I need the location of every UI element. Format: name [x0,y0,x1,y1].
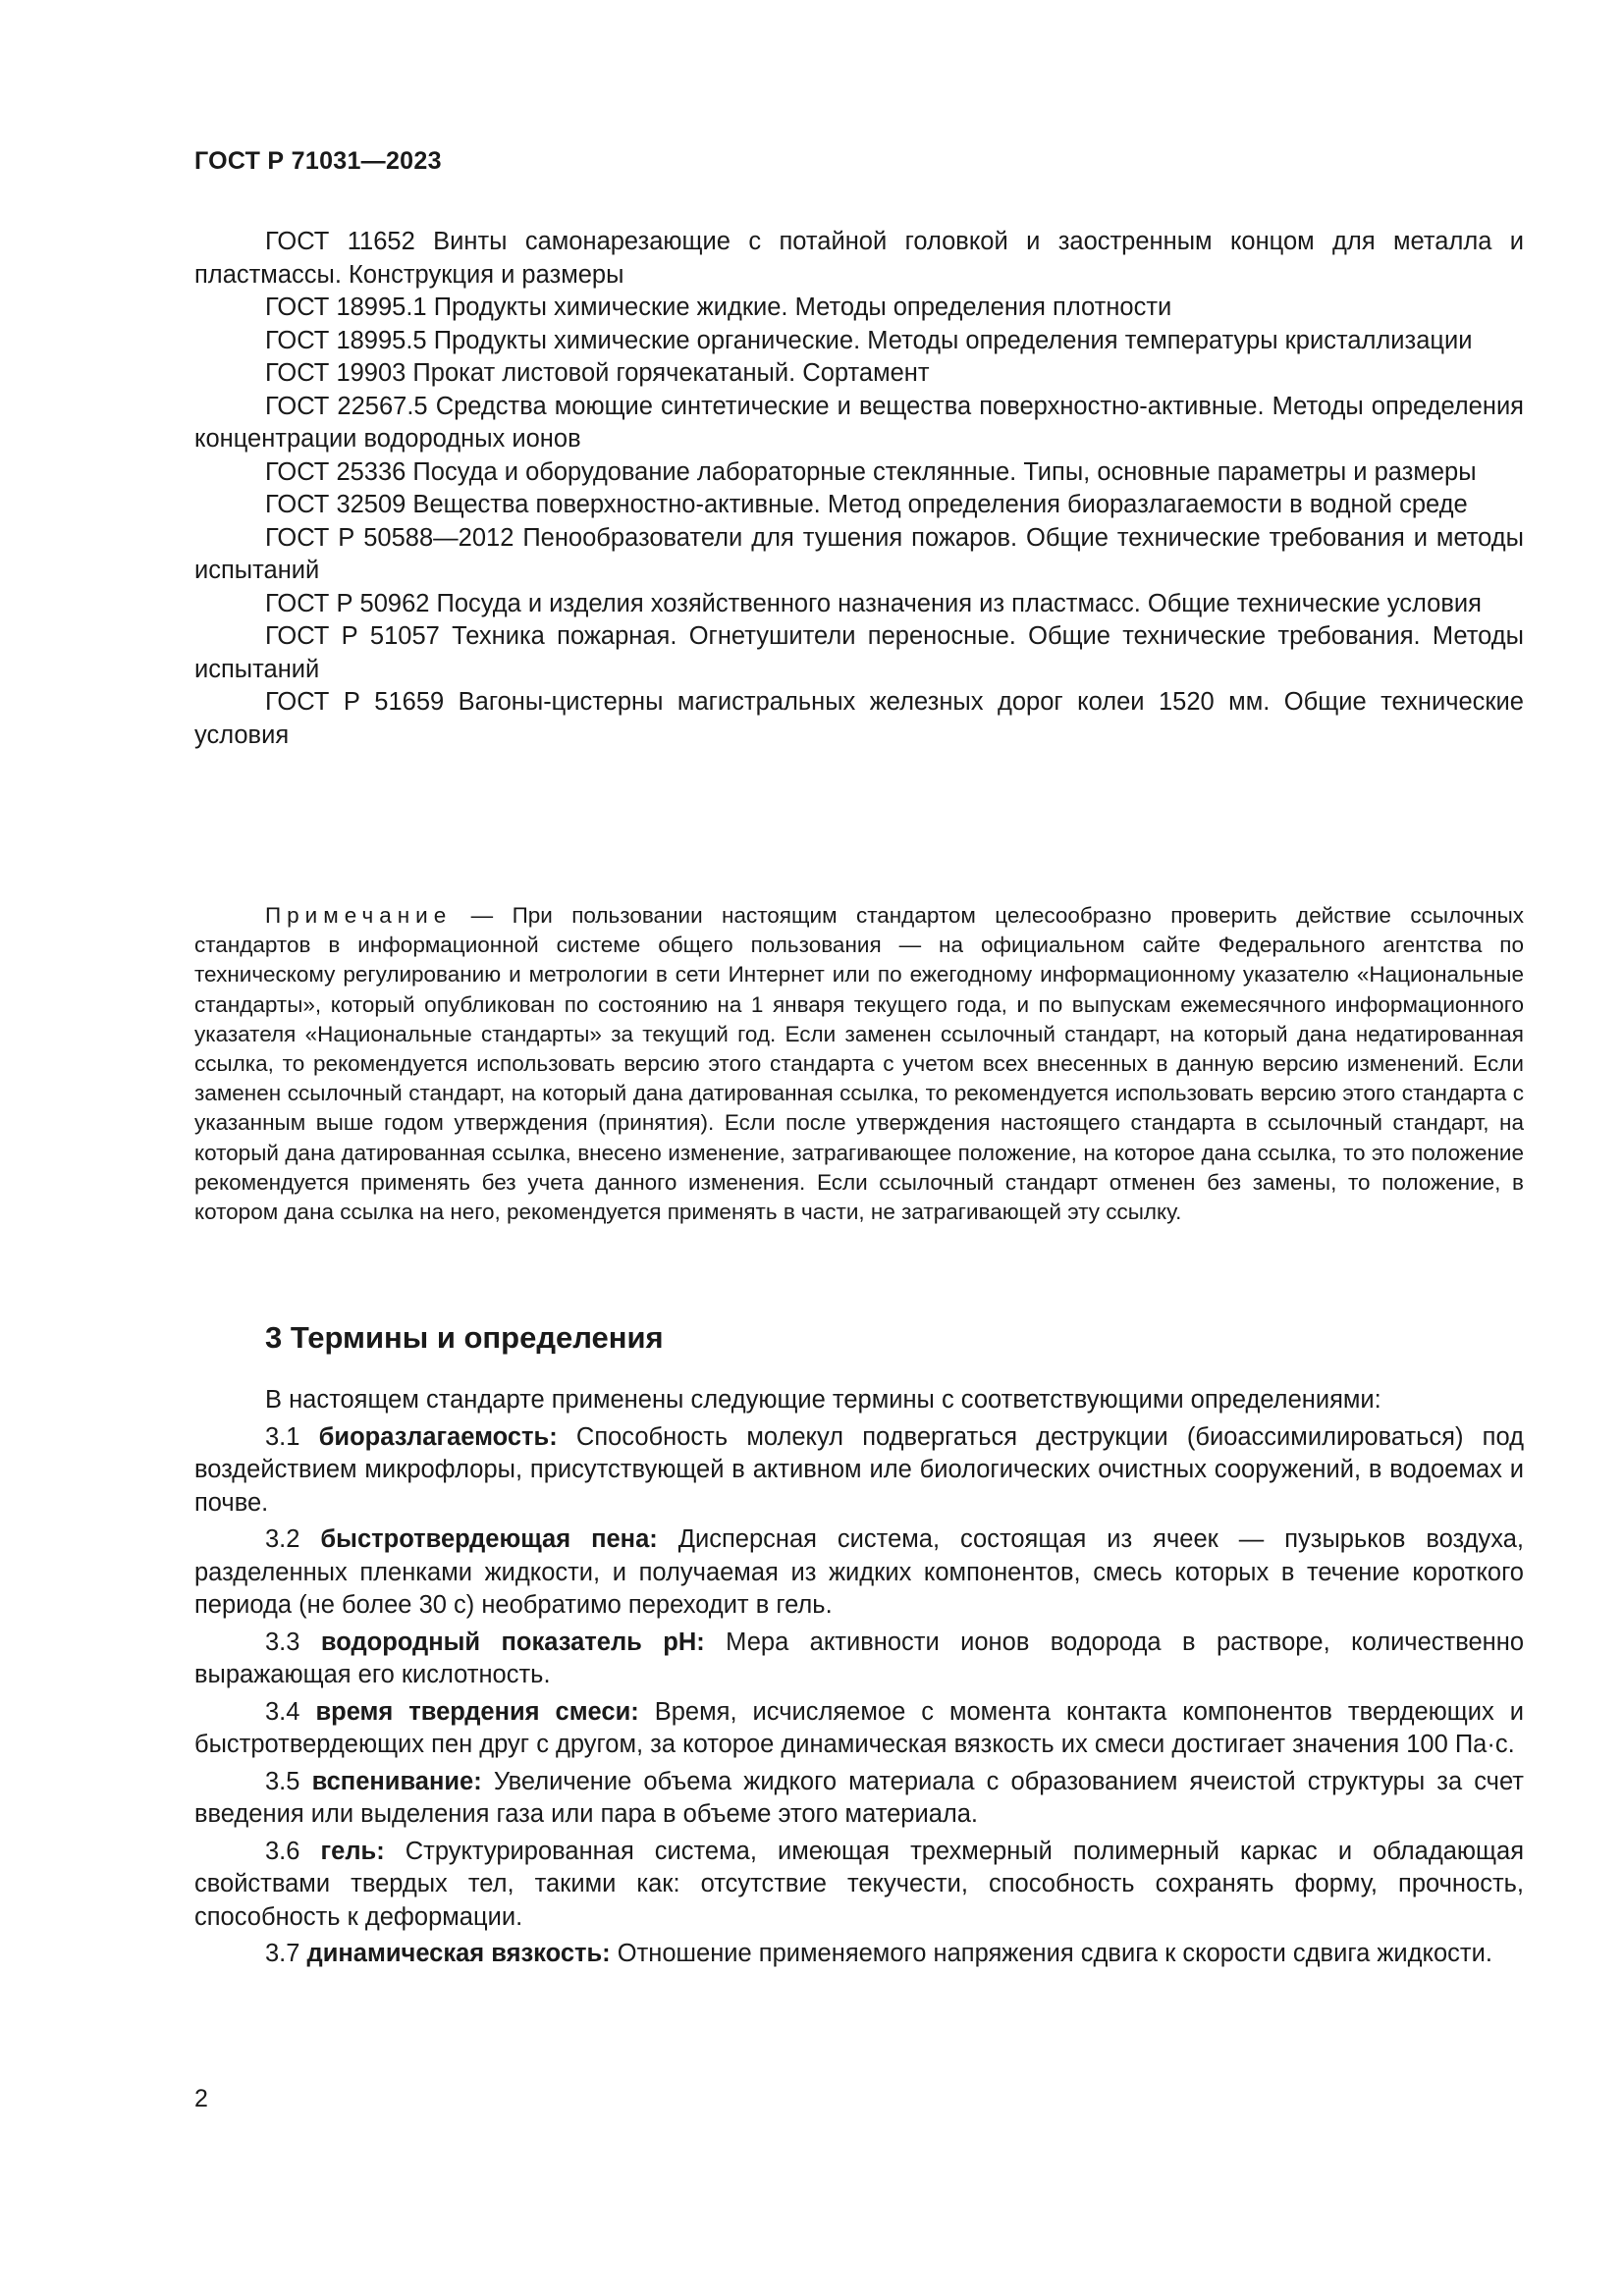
term-number: 3.3 [265,1628,300,1656]
page-number: 2 [194,2085,208,2112]
term-name: быстротвердеющая пена: [320,1525,658,1553]
term-number: 3.5 [265,1767,300,1795]
reference-item: ГОСТ 22567.5 Средства моющие синтетические и вещества поверхностно-активные. Методы определения концентрации водородных ионов [194,392,1524,453]
term-entry [194,1766,1524,1832]
term-name: водородный показатель рН: [320,1628,705,1656]
term-definition: Увеличение объема жидкого материала с образованием ячеистой структуры за счет введения или выделения газа или пара в объеме этого материала. [194,1767,1524,1828]
note-text: При пользовании настоящим стандартом целесообразно проверить действие ссылочных стандартов в информационной системе общего пользования — на официальном сайте Федерального агентства по техническому регулированию и метрологии в сети Интернет или по ежегодному информационному указателю «Национальные стандарты», который опубликован по состоянию на 1 января текущего года, и по выпускам ежемесячного информационного указателя «Национальные стандарты» за текущий год. Если заменен ссылочный стандарт, на который дана недатированная ссылка, то рекомендуется использовать версию этого стандарта с учетом всех внесенных в данную версию изменений. Если заменен ссылочный стандарт, на который дана датированная ссылка, то рекомендуется использовать версию этого стандарта с указанным выше годом утверждения (принятия). Если после утверждения настоящего стандарта в ссылочный стандарт, на который дана датированная ссылка, внесено изменение, затрагивающее положение, на которое дана ссылка, то это положение рекомендуется применять без учета данного изменения. Если ссылочный стандарт отменен без замены, то положение, в котором дана ссылка на него, рекомендуется применять в части, не затрагивающей эту ссылку. [194,903,1524,1225]
terms-list [194,1384,1524,1975]
term-definition: Способность молекул подвергаться деструкции (биоассимилироваться) под воздействием микрофлоры, присутствующей в активном иле биологических очистных сооружений, в водоемах и почве. [194,1422,1524,1517]
term-definition: Отношение применяемого напряжения сдвига к скорости сдвига жидкости. [617,1940,1492,1967]
term-name: биоразлагаемость: [318,1422,558,1451]
term-definition: Структурированная система, имеющая трехмерный полимерный каркас и обладающая свойствами твердых тел, такими как: отсутствие текучести, способность сохранять форму, прочность, способность к деформации. [194,1837,1524,1931]
normative-references [194,226,1524,752]
reference-item: ГОСТ 18995.1 Продукты химические жидкие. Методы определения плотности [265,294,1172,321]
term-number: 3.1 [265,1422,300,1451]
term-name: вспенивание: [311,1767,482,1795]
term-entry [194,1627,1524,1692]
term-number: 3.7 [265,1940,300,1967]
note-separator: — [452,903,513,928]
reference-item: ГОСТ 11652 Винты самонарезающие с потайной головкой и заостренным концом для металла и пластмассы. Конструкция и размеры [194,228,1524,289]
term-number: 3.6 [265,1837,300,1865]
reference-item: ГОСТ 19903 Прокат листовой горячекатаный. Сортамент [265,359,930,387]
term-entry [194,1938,1524,1971]
reference-item: ГОСТ Р 51659 Вагоны-цистерны магистральных железных дорог колеи 1520 мм. Общие технические условия [194,688,1524,749]
document-header: ГОСТ Р 71031—2023 [194,147,442,175]
reference-item: ГОСТ 32509 Вещества поверхностно-активные. Метод определения биоразлагаемости в водной среде [265,491,1468,518]
term-number: 3.2 [265,1525,300,1553]
term-definition: Мера активности ионов водорода в растворе, количественно выражающая его кислотность. [194,1628,1524,1688]
note-block [194,901,1524,1227]
reference-item: ГОСТ Р 50962 Посуда и изделия хозяйственного назначения из пластмасс. Общие технические условия [265,589,1482,617]
term-entry [194,1523,1524,1623]
term-entry [194,1696,1524,1762]
reference-item: ГОСТ 18995.5 Продукты химические органические. Методы определения температуры кристаллизации [265,326,1473,354]
term-definition: Время, исчисляемое с момента контакта компонентов твердеющих и быстротвердеющих пен друг с другом, за которое динамическая вязкость их смеси достигает значения 100 Па·с. [194,1697,1524,1758]
term-name: время твердения смеси: [315,1697,639,1726]
reference-item: ГОСТ 25336 Посуда и оборудование лабораторные стеклянные. Типы, основные параметры и размеры [265,457,1477,486]
term-name: гель: [320,1837,385,1865]
term-definition: Дисперсная система, состоящая из ячеек — пузырьков воздуха, разделенных пленками жидкости, и получаемая из жидких компонентов, смесь которых в течение короткого периода (не более 30 с) необратимо переходит в гель. [194,1525,1525,1619]
term-entry [194,1836,1524,1935]
term-number: 3.4 [265,1697,300,1726]
note-paragraph [194,901,1524,1227]
term-name: динамическая вязкость: [306,1940,611,1967]
section-intro: В настоящем стандарте применены следующие термины с соответствующими определениями: [265,1386,1381,1414]
document-page [194,0,1524,2296]
reference-item: ГОСТ Р 51057 Техника пожарная. Огнетушители переносные. Общие технические требования. Методы испытаний [194,622,1524,683]
term-entry [194,1421,1524,1521]
section-title: 3 Термины и определения [265,1320,664,1355]
reference-item: ГОСТ Р 50588—2012 Пенообразователи для тушения пожаров. Общие технические требования и методы испытаний [194,523,1524,584]
note-label: Примечание [265,903,453,928]
